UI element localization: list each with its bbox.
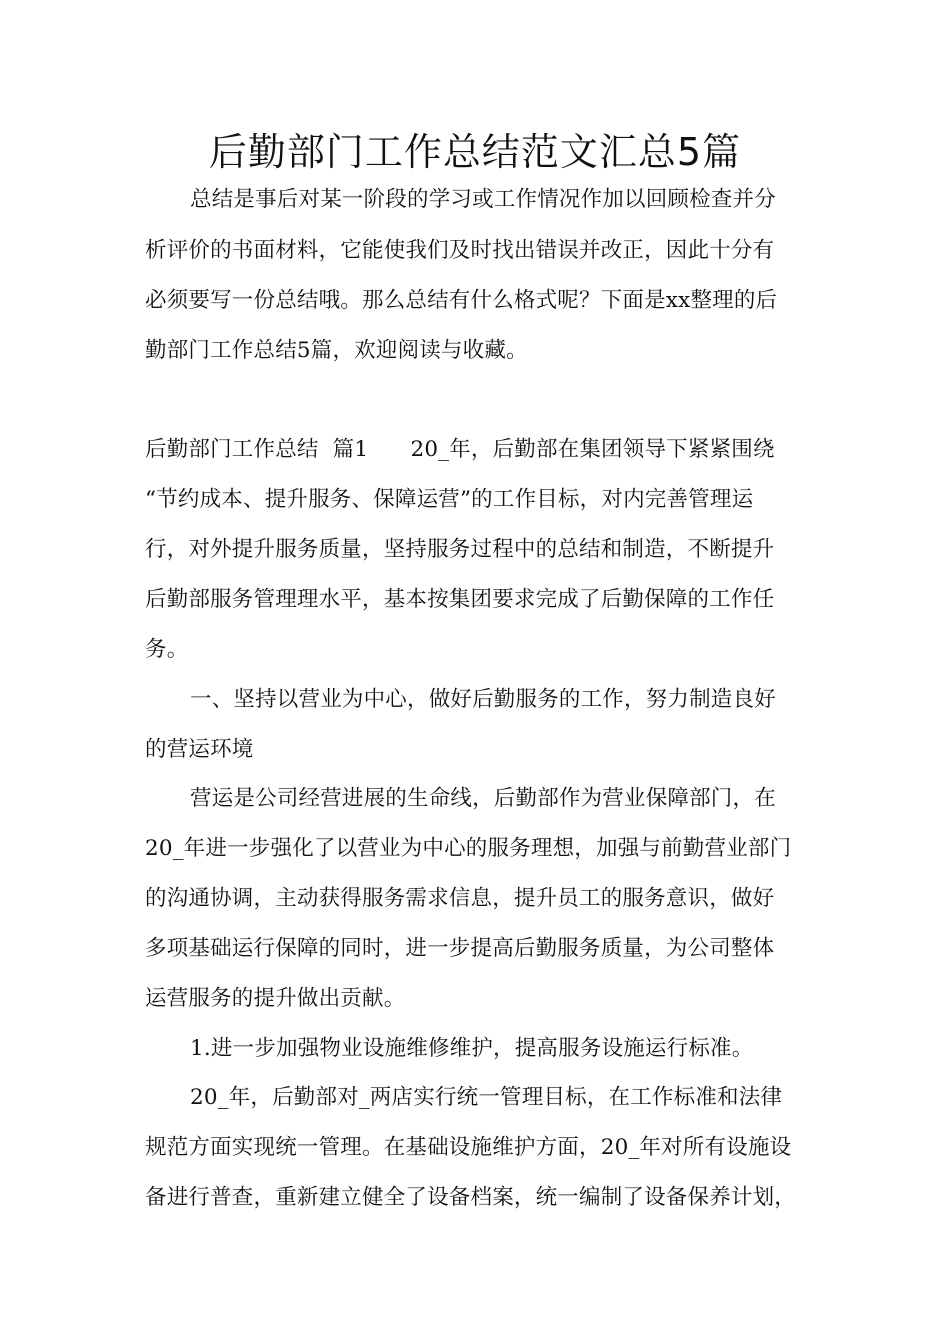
- text-line: 多项基础运行保障的同时，进一步提高后勤服务质量，为公司整体: [145, 936, 775, 961]
- text-line: 勤部门工作总结5篇，欢迎阅读与收藏。: [145, 338, 528, 363]
- text-line: 1.进一步加强物业设施维修维护，提高服务设施运行标准。: [190, 1036, 754, 1061]
- text-line: 一、坚持以营业为中心，做好后勤服务的工作，努力制造良好: [190, 687, 776, 712]
- text-line: 的营运环境: [145, 737, 254, 762]
- text-line: 运营服务的提升做出贡献。: [145, 986, 406, 1011]
- text-line: 行，对外提升服务质量，坚持服务过程中的总结和制造，不断提升: [145, 537, 775, 562]
- text-line: 必须要写一份总结哦。那么总结有什么格式呢？下面是xx整理的后: [145, 288, 778, 313]
- text-line: 总结是事后对某一阶段的学习或工作情况作加以回顾检查并分: [190, 187, 776, 212]
- text-line: 20_年，后勤部对_两店实行统一管理目标，在工作标准和法律: [190, 1085, 783, 1110]
- text-line: 后勤部服务管理理水平，基本按集团要求完成了后勤保障的工作任: [145, 587, 775, 612]
- text-line: 营运是公司经营进展的生命线，后勤部作为营业保障部门，在: [190, 786, 776, 811]
- text-line: 的沟通协调，主动获得服务需求信息，提升员工的服务意识，做好: [145, 886, 775, 911]
- text-line: 20_年进一步强化了以营业为中心的服务理想，加强与前勤营业部门: [145, 836, 792, 861]
- text-line: 务。: [145, 637, 189, 662]
- text-line: 规范方面实现统一管理。在基础设施维护方面，20_年对所有设施设: [145, 1135, 792, 1160]
- text-line: 析评价的书面材料，它能使我们及时找出错误并改正，因此十分有: [145, 238, 775, 263]
- text-line: “节约成本、提升服务、保障运营”的工作目标，对内完善管理运: [145, 487, 754, 512]
- text-line: 备进行普查，重新建立健全了设备档案，统一编制了设备保养计划，: [145, 1185, 797, 1210]
- text-line: 后勤部门工作总结 篇1 20_年，后勤部在集团领导下紧紧围绕: [145, 437, 775, 462]
- document-title: 后勤部门工作总结范文汇总5篇: [208, 130, 742, 174]
